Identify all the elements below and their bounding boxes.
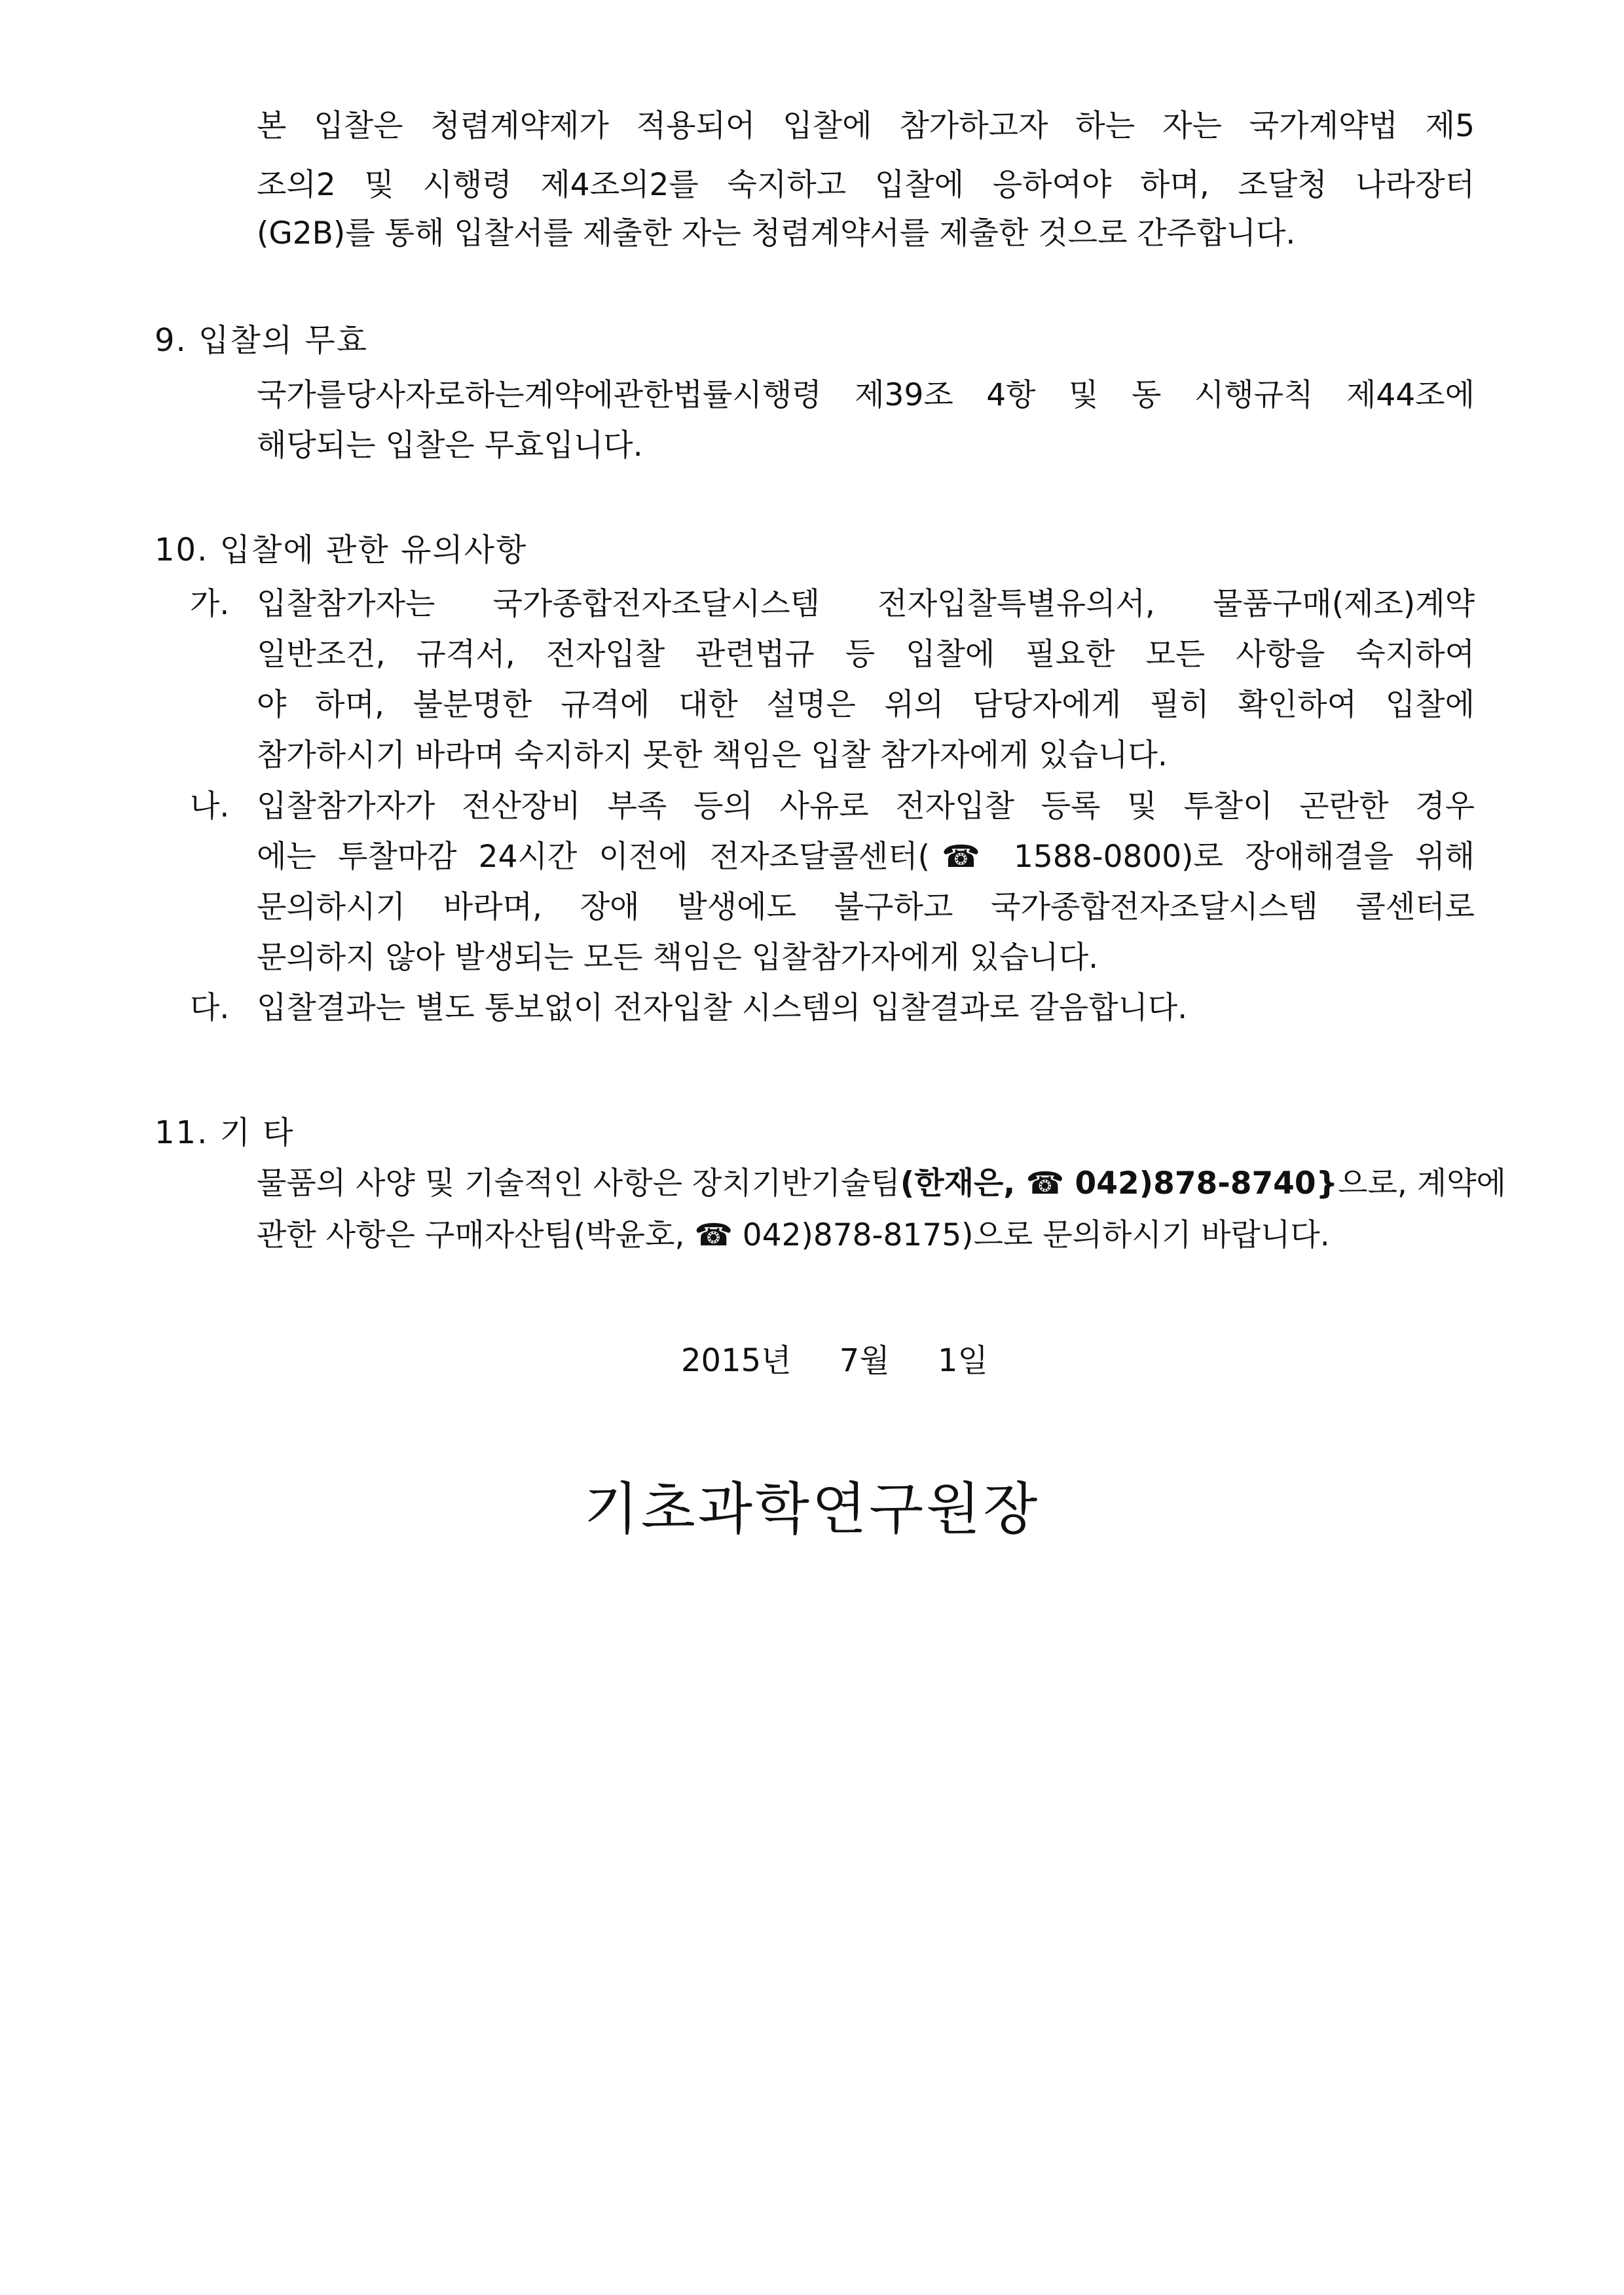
- intro-line-2: 조의2 및 시행령 제4조의2를 숙지하고 입찰에 응하여야 하며, 조달청 나라장터: [257, 167, 1475, 203]
- section-11-contact-han: (한재은, ☎ 042)878-8740}: [900, 1166, 1338, 1202]
- section-10-item-da-line-1: 입찰결과는 별도 통보없이 전자입찰 시스템의 입찰결과로 갈음합니다.: [257, 990, 1188, 1026]
- section-10-title: 10. 입찰에 관한 유의사항: [155, 532, 528, 568]
- section-10-item-ga-line-4: 참가하시기 바라며 숙지하지 못한 책임은 입찰 참가자에게 있습니다.: [257, 737, 1168, 773]
- section-10-item-na-line-2: 에는 투찰마감 24시간 이전에 전자조달콜센터(☎ 1588-0800)로 장애해결을 위해: [257, 839, 1475, 875]
- section-11-line-1-post: 으로, 계약에: [1338, 1166, 1506, 1202]
- section-11-line-1: [257, 1164, 1506, 1203]
- issuer-signature-title: 기초과학연구원장: [583, 1477, 1041, 1542]
- intro-line-1: 본 입찰은 청렴계약제가 적용되어 입찰에 참가하고자 하는 자는 국가계약법 제5: [257, 108, 1475, 144]
- section-9-title: 9. 입찰의 무효: [155, 322, 369, 359]
- section-9-line-2: 해당되는 입찰은 무효입니다.: [257, 428, 643, 464]
- section-10-item-na-marker: 나.: [190, 788, 230, 824]
- date-day: 1일: [937, 1342, 988, 1379]
- section-10-item-da-marker: 다.: [190, 990, 230, 1026]
- section-11-title: 11. 기 타: [155, 1114, 295, 1151]
- section-10-item-ga-line-2: 일반조건, 규격서, 전자입찰 관련법규 등 입찰에 필요한 모든 사항을 숙지하여: [257, 636, 1475, 672]
- date-month: 7월: [839, 1342, 890, 1379]
- intro-line-3: (G2B)를 통해 입찰서를 제출한 자는 청렴계약서를 제출한 것으로 간주합니다.: [257, 215, 1296, 251]
- section-10-item-na-line-1: 입찰참가자가 전산장비 부족 등의 사유로 전자입찰 등록 및 투찰이 곤란한 경우: [257, 788, 1475, 824]
- section-9-line-1: 국가를당사자로하는계약에관한법률시행령 제39조 4항 및 동 시행규칙 제44조에: [257, 377, 1475, 413]
- section-10-item-ga-marker: 가.: [190, 586, 230, 622]
- section-11-line-2: 관한 사항은 구매자산팀(박윤호, ☎ 042)878-8175)으로 문의하시기 바랍니다.: [257, 1217, 1330, 1253]
- document-date: [681, 1341, 988, 1380]
- section-10-item-ga-line-3: 야 하며, 불분명한 규격에 대한 설명은 위의 담당자에게 필히 확인하여 입찰에: [257, 687, 1475, 723]
- section-10-item-na-line-4: 문의하지 않아 발생되는 모든 책임은 입찰참가자에게 있습니다.: [257, 940, 1099, 976]
- section-11-line-1-pre: 물품의 사양 및 기술적인 사항은 장치기반기술팀: [257, 1166, 900, 1202]
- section-10-item-ga-line-1: 입찰참가자는 국가종합전자조달시스템 전자입찰특별유의서, 물품구매(제조)계약: [257, 586, 1475, 622]
- section-10-item-na-line-3: 문의하시기 바라며, 장애 발생에도 불구하고 국가종합전자조달시스템 콜센터로: [257, 889, 1475, 925]
- date-year: 2015년: [681, 1342, 792, 1379]
